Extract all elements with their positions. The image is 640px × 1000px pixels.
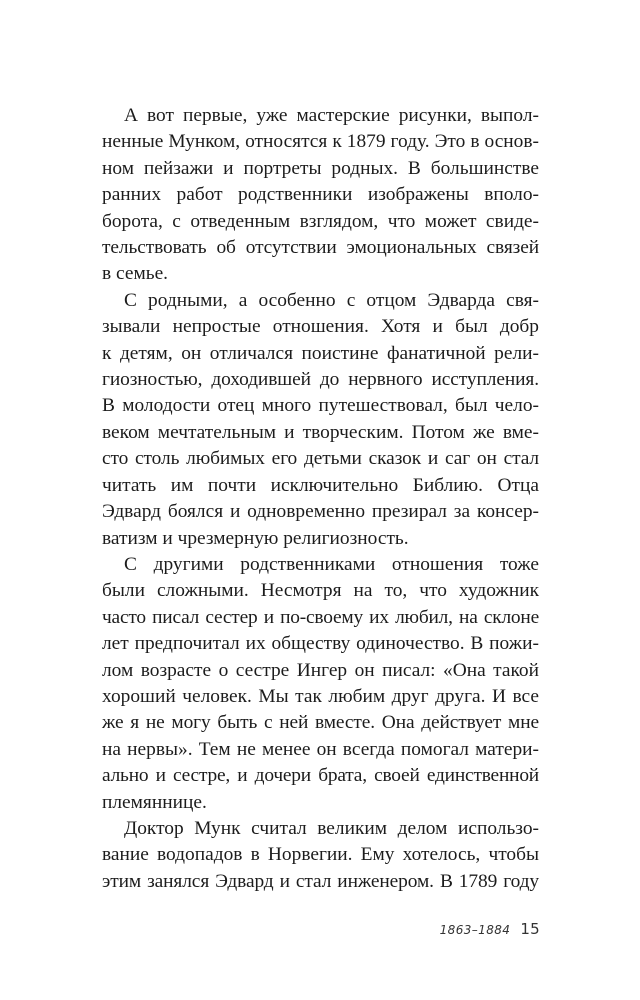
body-text xyxy=(102,103,539,895)
text-line: лом возрасте о сестре Ингер он писал: «Она такой xyxy=(102,659,539,681)
text-line: В молодости отец много путешествовал, был чело- xyxy=(102,395,539,417)
text-line: тельствовать об отсутствии эмоциональных связей xyxy=(102,237,539,259)
text-line: Доктор Мунк считал великим делом использо- xyxy=(124,817,539,839)
text-line: веком мечтательным и творческим. Потом же вме- xyxy=(102,421,539,443)
text-line: зывали непростые отношения. Хотя и был добр xyxy=(102,316,539,338)
text-line: в семье. xyxy=(102,263,169,285)
text-line: часто писал сестер и по-своему их любил, на склоне xyxy=(102,606,539,628)
page-footer xyxy=(440,920,540,938)
page-number: 15 xyxy=(520,920,540,938)
text-line: А вот первые, уже мастерские рисунки, выпол- xyxy=(124,105,539,126)
text-line: ально и сестре, и дочери брата, своей единственной xyxy=(102,765,539,787)
text-line: ненные Мунком, относятся к 1879 году. Это в основ- xyxy=(102,131,539,153)
text-line: хороший человек. Мы так любим друг друга. И все xyxy=(102,685,539,707)
text-line: были сложными. Несмотря на то, что художник xyxy=(102,580,539,602)
text-line: С другими родственниками отношения тоже xyxy=(124,553,539,575)
text-line: Эдвард боялся и одновременно презирал за консер- xyxy=(102,501,539,523)
text-line: на нервы». Тем не менее он всегда помогал матери- xyxy=(102,738,539,760)
text-line: ватизм и чрезмерную религиозность. xyxy=(102,527,409,549)
text-line: ранних работ родственники изображены вполо- xyxy=(102,184,539,206)
text-line: лет предпочитал их обществу одиночество. В пожи- xyxy=(102,633,539,655)
text-line: вание водопадов в Норвегии. Ему хотелось, чтобы xyxy=(102,844,539,866)
text-line: С родными, а особенно с отцом Эдварда свя- xyxy=(124,289,539,311)
text-line: гиозностью, доходившей до нервного исступления. xyxy=(102,369,539,391)
text-line: же я не могу быть с ней вместе. Она действует мне xyxy=(102,712,539,734)
running-head: 1863–1884 xyxy=(439,923,511,937)
text-line: племяннице. xyxy=(102,791,207,813)
text-line: ном пейзажи и портреты родных. В большинстве xyxy=(102,157,539,179)
text-line: к детям, он отличался поистине фанатичной рели- xyxy=(102,342,539,364)
text-line: борота, с отведенным взглядом, что может свиде- xyxy=(102,210,539,232)
text-line: читать им почти исключительно Библию. Отца xyxy=(102,474,539,496)
text-line: сто столь любимых его детьми сказок и саг он стал xyxy=(102,448,539,470)
text-line: этим занялся Эдвард и стал инженером. В 1789 году xyxy=(102,870,539,892)
